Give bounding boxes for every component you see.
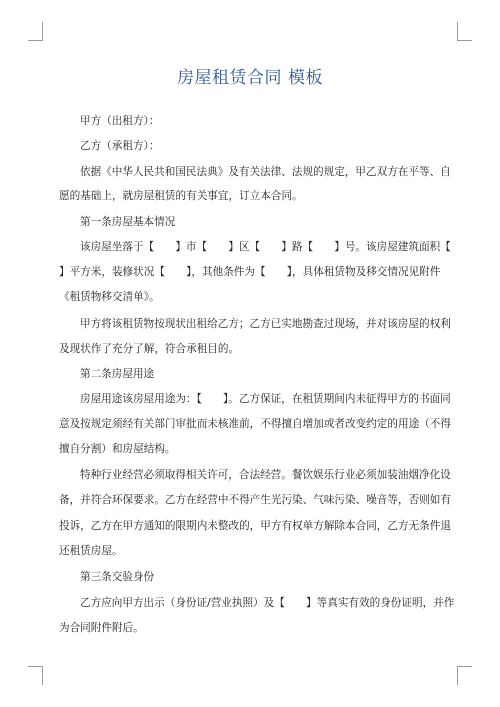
paragraph-line: 还租赁房屋。 <box>59 545 123 557</box>
crop-mark-bottom-right <box>457 666 472 685</box>
section-heading: 第一条房屋基本情况 <box>80 216 176 228</box>
paragraph-line: 】平方米，装修状况【 】，其他条件为【 】，具体租赁物及移交情况见附件 <box>59 266 441 278</box>
party-a-line: 甲方（出租方）： <box>80 115 160 127</box>
paragraph-line: 擅自分割）和房屋结构。 <box>59 443 176 455</box>
paragraph-line: 该房屋坐落于【 】市【 】区【 】路【 】号。该房屋建筑面积【 <box>80 241 451 253</box>
crop-mark-top-right <box>457 22 472 41</box>
section-heading: 第二条房屋用途 <box>80 368 155 380</box>
paragraph-line: 乙方应向甲方出示（身份证/营业执照）及【 】等真实有效的身份证明，并作 <box>80 597 455 609</box>
paragraph-line: 意及按规定须经有关部门审批而未核准前，不得擅自增加或者改变约定的用途（不得 <box>59 418 451 430</box>
intro-paragraph-line: 依据《中华人民共和国民法典》及有关法律、法规的规定，甲乙双方在平等、自 <box>80 166 451 178</box>
paragraph-line: 房屋用途该房屋用途为：【 】。乙方保证，在租赁期间内未征得甲方的书面同 <box>80 393 451 405</box>
paragraph-line: 备，并符合环保要求。乙方在经营中不得产生光污染、气味污染、噪音等，否则如有 <box>59 494 451 506</box>
paragraph-line: 甲方将该租赁物按现状出租给乙方；乙方已实地勘查过现场，并对该房屋的权利 <box>80 318 451 330</box>
paragraph-line: 特种行业经营必须取得相关许可，合法经营。餐饮娱乐行业必须加装油烟净化设 <box>80 469 451 481</box>
intro-paragraph-line: 愿的基础上，就房屋租赁的有关事宜，订立本合同。 <box>59 190 303 202</box>
party-b-line: 乙方（承租方）： <box>80 140 160 152</box>
document-title: 房屋租赁合同 模板 <box>177 68 323 88</box>
paragraph-line: 为合同附件附后。 <box>59 622 144 634</box>
paragraph-line: 《租赁物移交清单》。 <box>59 291 160 303</box>
paragraph-line: 及现状作了充分了解，符合承租目的。 <box>59 343 240 355</box>
crop-mark-top-left <box>28 22 43 41</box>
section-heading: 第三条交验身份 <box>80 571 155 583</box>
paragraph-line: 投诉，乙方在甲方通知的限期内未整改的，甲方有权单方解除本合同，乙方无条件退 <box>59 520 451 532</box>
crop-mark-bottom-left <box>28 666 43 685</box>
